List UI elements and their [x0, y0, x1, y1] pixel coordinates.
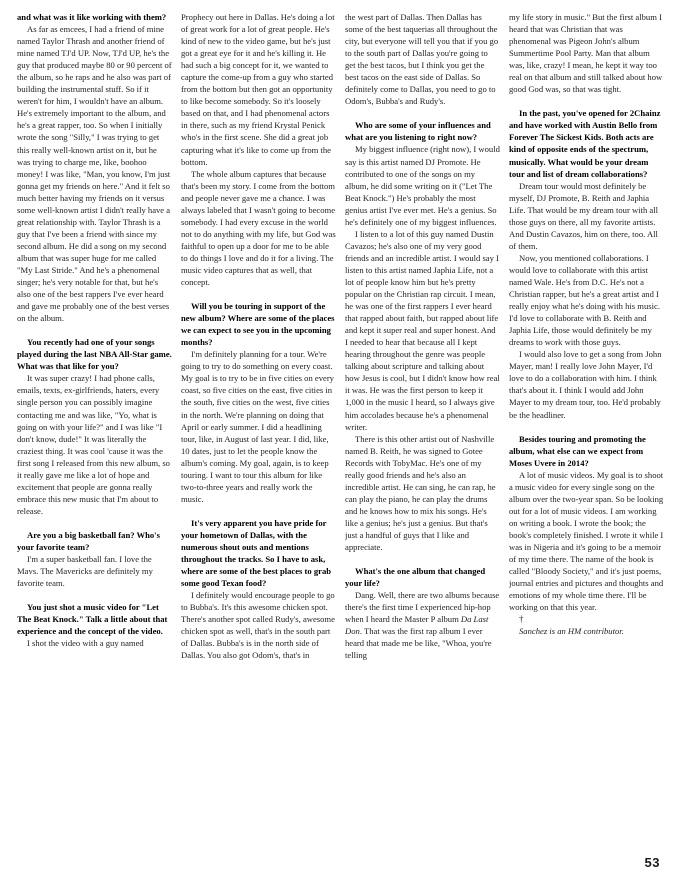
- answer-paragraph: [345, 589, 500, 661]
- answer-paragraph: Now, you mentioned collaborations. I would love to collaborate with this artist named Wale. He's from D.C. He's not a Christian rapper, but he's a great artist and I really enjoy what he's doing with his music. I'd love to collaborate with B. Reith and Japhia Life, those would definitely be my dreams to work with those guys.: [509, 252, 660, 348]
- answer-paragraph: There is this other artist out of Nashville named B. Reith, he was signed to Gotee Records with TobyMac. He's one of my really good friends and he's also an incredible artist. He can sing, he can rap, he can play the piano, he can play the drums and he knows how to mix his songs. He's like a genius; he's just a genius. But that's just a handful of guys that I like and appreciate.: [345, 433, 496, 553]
- answer-paragraph: A lot of music videos. My goal is to shoot a music video for every single song on the album over the two-year span. So be looking out for a lot of music videos. I am working on writing a book. I wrote the book; the book's completely finished. I wrote it while I was in Nigeria and it's going to be a memoir of my time there. The name of the book is called "Bloody Society," and it's just poems, journal entries and pictures and thoughts and emotions of my whole time there. I'll be working on that this year.: [509, 469, 664, 613]
- end-marker: †: [519, 614, 524, 625]
- answer-paragraph: It was super crazy! I had phone calls, emails, texts, ex-girlfriends, haters, every single person you can possibly imagine contacting me and was like, "Yo, what is going on with your life?" and I was like "I don't know, dude!" It was literally the craziest thing. It was cool 'cause it was the first song I released from this new album, so it really gave me like a lot of hope and excitement that people are gonna really embrace this new music that I'm about to release.: [17, 373, 170, 516]
- question-heading: It's very apparent you have pride for your hometown of Dallas, with the numerous shout outs and mentions throughout the tracks. So I have to ask, where are some of the best places to grab some good Texan food?: [181, 517, 332, 589]
- answer-text: . That was the first rap album I ever heard that made me be like, "Whoa, you're telling: [345, 626, 492, 661]
- answer-paragraph: I'm a super basketball fan. I love the Mavs. The Mavericks are definitely my favorite team.: [17, 554, 153, 589]
- question-heading: Besides touring and promoting the album, what else can we expect from Moses Uvere in 2014?: [509, 433, 646, 468]
- answer-paragraph: I shot the video with a guy named: [27, 638, 144, 649]
- answer-paragraph: my life story in music." But the first album I heard that was Christian that was phenomenal was Pigeon John's album Summertime Pool Party. Man that album was, like, crazy! I mean, he kept it way too real on that album and still talked about how good God was, so that was tight.: [509, 12, 663, 95]
- answer-paragraph: Prophecy out here in Dallas. He's doing a lot of great work for a lot of great people. He's kind of new to the video game, but he's just got a great eye for it and he's killing it. He had such a big concept for it, we wanted to capture the come-up from a guy who started from the bottom but then got an opportunity to like become somebody. So it's loosely based on that, and I had phenomenal actors in there, such as my friend Krystal Penick who's in the first scene. She did a great job capturing what it's like to come up from the bottom.: [181, 12, 335, 167]
- article-body: [17, 11, 664, 863]
- answer-paragraph: I listen to a lot of this guy named Dustin Cavazos; he's also one of my very good friends and an incredible artist. I would say I listen to this artist named Japhia Life, not a lot of people know him but he's pretty popular on the Christian rap circuit. I mean, he was one of the first rappers I ever heard that rapped about faith, but rapped about life and kept it super real and super honest. And I needed to hear that because all I kept hearing throughout the genre was people talking about scripture and talking about how Jesus is cool, but I didn't know how real it was. He was the first person to keep it 1,000 in the music I heard, so I always give him accolades because he's a phenomenal writer.: [345, 228, 500, 432]
- question-heading: Who are some of your influences and what are you listening to right now?: [345, 120, 491, 143]
- question-heading: In the past, you've opened for 2Chainz and have worked with Austin Bello from Forever The Sickest Kids. Both acts are kind of opposite ends of the spectrum, musically. What would be your dream tour and list of dream collaborations?: [509, 108, 661, 179]
- question-heading: You just shot a music video for "Let The Beat Knock." Talk a little about that experience and the concept of the video.: [17, 602, 168, 637]
- column-2: [181, 11, 336, 863]
- album-title: Da Last Don: [345, 614, 489, 637]
- answer-paragraph: I'm definitely planning for a tour. We're going to try to do something on every coast. My goal is to try to be in five cities on every coast, so five cities on the east, five cities in the south, five cities on the west, five cities in the north. We're planning on doing that April or early summer. I did a headlining tour, like, in August of last year. I did, like, 10 dates, just to let the people know the album's coming. My goal, again, is to keep touring. I want to tour this album for like two-to-three years and really work the music.: [181, 349, 334, 504]
- column-1: [17, 11, 172, 863]
- answer-paragraph: I would also love to get a song from John Mayer, man! I really love John Mayer, I'd love to do a collaboration with him. I think that's about it. I think I would add John Mayer to my dream tour, too. He'd probably be the headliner.: [509, 349, 662, 420]
- question-heading: and what was it like working with them?: [17, 12, 167, 22]
- question-heading: Are you a big basketball fan? Who's your favorite team?: [17, 529, 160, 552]
- answer-paragraph: The whole album captures that because that's been my story. I come from the bottom and people never gave me a chance. I was always labeled that I wasn't going to become somebody. I had every excuse in the world not to do anything with my life, but God was faithful to open up a door for me to be able to do things I love and do it for a living. The music video captures that as well, that concept.: [181, 168, 336, 288]
- author-credit: Sanchez is an HM contributor.: [519, 626, 624, 637]
- answer-paragraph: My biggest influence (right now), I would say is this artist named DJ Promote. He contributed to one of the songs on my album, he did some writing on it ("Let The Beat Knock.") He's probably the most genius artist I've ever met. He's a genius. So he's definitely one of my biggest influences.: [345, 144, 500, 227]
- question-heading: You recently had one of your songs played during the last NBA All-Star game. What was that like for you?: [17, 337, 172, 372]
- column-3: [345, 11, 500, 863]
- column-4: [509, 11, 664, 863]
- answer-text: Dang. Well, there are two albums because there's the first time I experienced hip-hop when I heard the Master P album: [345, 590, 500, 625]
- question-heading: Will you be touring in support of the new album? Where are some of the places we can expect to see you in the upcoming months?: [181, 301, 335, 348]
- answer-paragraph: Dream tour would most definitely be myself, DJ Promote, B. Reith and Japhia Life. That would be my dream tour with all those guys on there, all my favorite artists. And Dustin Cavazos, him on there, too. All of them.: [509, 180, 659, 251]
- answer-paragraph: the west part of Dallas. Then Dallas has some of the best taquerias all throughout the city, but everyone will tell you that if you go to the south part of Dallas you're going to get the best tacos, but I think you get the best tacos on the east side of Dallas. So definitely come to Dallas, you need to go to Odom's, Bubba's and Rudy's.: [345, 12, 499, 107]
- answer-paragraph: I definitely would encourage people to go to Bubba's. It's this awesome chicken spot. There's another spot called Rudy's, awesome chicken spot as well, that's in the south part of Dallas. Bubba's is in the north side of Dallas. You also got Odom's, that's in: [181, 590, 335, 661]
- page-number: 53: [644, 855, 660, 870]
- answer-paragraph: As far as emcees, I had a friend of mine named Taylor Thrash and another friend of mine named TJ'd UP. Now, TJ'd UP, he's the guy that produced maybe 80 or 90 percent of the album, so he raps and he also was part of building the instrumental stuff. So if it weren't for him, I wouldn't have an album. He's extremely important to the album, and he's a great rapper, too. So when I initially wrote the song "Silly," I was trying to get this really well-known artist on it, but he was trying to charge me, like, boohoo money! I was like, "Man, you know, I'm just gonna get my friends on here." And it felt so much better having my friends on it versus some well-known artist I didn't really have a great relationship with. Taylor Thrash is a guy that I've been a friend with since my second album. He did a song on my second album that was super huge for me called "My Last Stride." And he's a phenomenal singer; he's very notable for that, but he's also one of the best rappers I've ever heard and gave me probably one of the best verses on the album.: [17, 24, 172, 324]
- question-heading: What's the one album that changed your life?: [345, 566, 486, 589]
